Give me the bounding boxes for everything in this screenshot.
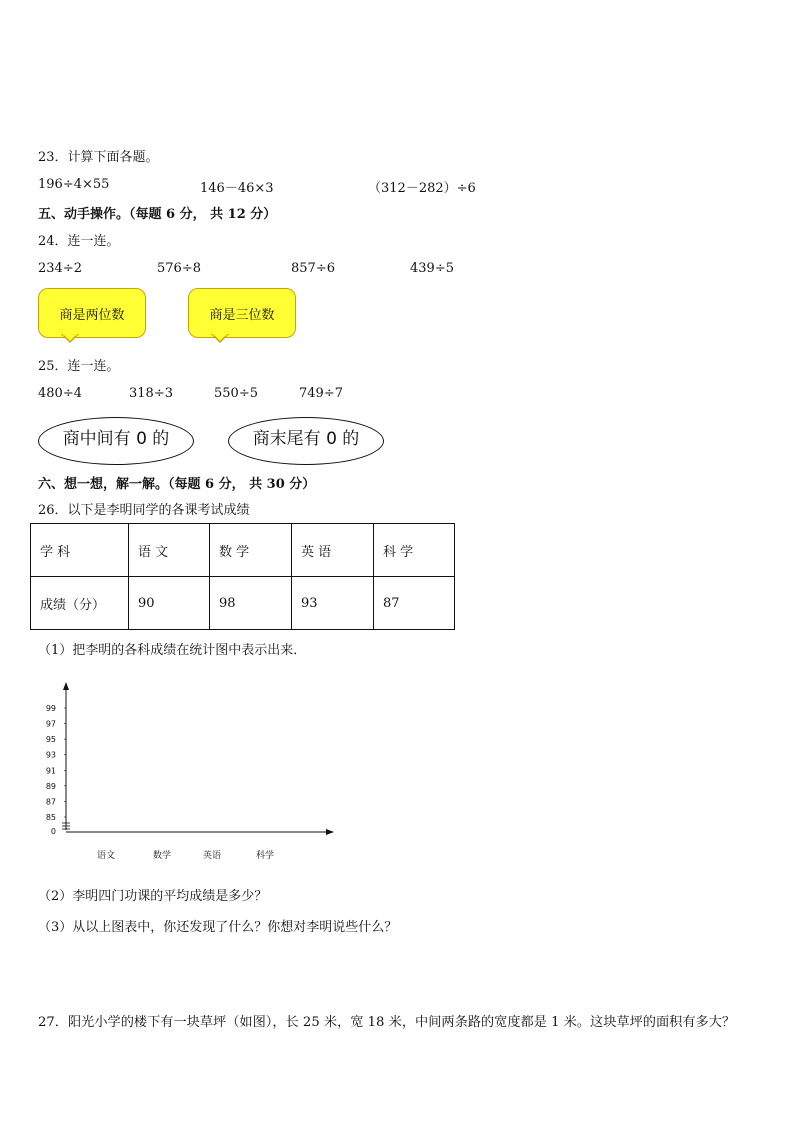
oval-middle-zero — [38, 417, 194, 465]
y-tick-label: 0 — [50, 827, 56, 836]
q24-expr-2: 576÷8 — [157, 261, 201, 276]
callout-three-digit-label: 商是三位数 — [209, 307, 275, 323]
y-tick-label: 85 — [45, 813, 56, 822]
table-cell: 93 — [292, 577, 374, 630]
q25-expr-2: 318÷3 — [129, 386, 173, 401]
table-header-cell: 科 学 — [374, 524, 455, 577]
table-header-cell: 数 学 — [210, 524, 292, 577]
table-cell: 90 — [129, 577, 210, 630]
y-tick-label: 97 — [45, 719, 56, 729]
x-category-label: 语文 — [96, 851, 116, 861]
y-tick-label: 99 — [45, 704, 56, 713]
callout-pointer-1 — [60, 334, 80, 344]
section5-title: 五、动手操作。（每题 6 分， 共 12 分） — [38, 207, 277, 222]
q24-expr-3: 857÷6 — [291, 261, 335, 276]
q24-expr-1: 234÷2 — [38, 261, 82, 276]
q25-expr-1: 480÷4 — [38, 386, 82, 401]
y-tick-label: 87 — [45, 797, 56, 807]
q24-title: 24．连一连。 — [38, 234, 120, 249]
table-row — [31, 524, 455, 577]
callout-pointer-2 — [210, 334, 230, 344]
q27-title: 27．阳光小学的楼下有一块草坪（如图），长 25 米，宽 18 米，中间两条路的宽度都是 1 米。这块草坪的面积有多大？ — [38, 1015, 736, 1030]
section6-title: 六、想一想，解一解。（每题 6 分， 共 30 分） — [38, 477, 316, 492]
y-tick-label: 91 — [45, 766, 56, 776]
oval-middle-zero-label: 商中间有 0 的 — [62, 429, 170, 449]
table-header-cell: 英 语 — [292, 524, 374, 577]
table-cell: 87 — [374, 577, 455, 630]
table-cell: 成绩（分） — [31, 577, 129, 630]
q24-expr-4: 439÷5 — [410, 261, 454, 276]
y-axis-arrow — [63, 682, 69, 690]
x-category-label: 科学 — [255, 851, 275, 861]
q26-sub3: （3）从以上图表中，你还发现了什么？你想对李明说些什么？ — [38, 920, 398, 935]
y-tick-label: 95 — [45, 735, 56, 745]
oval-end-zero — [228, 417, 384, 465]
table-header-cell: 学 科 — [31, 524, 129, 577]
q26-sub2: （2）李明四门功课的平均成绩是多少？ — [38, 889, 268, 904]
callout-two-digit-label: 商是两位数 — [59, 307, 125, 323]
callout-three-digit-quotient — [188, 288, 296, 338]
oval-end-zero-label: 商末尾有 0 的 — [252, 429, 360, 449]
q23-expr-3: （312－282）÷6 — [368, 181, 476, 196]
q23-expr-2: 146－46×3 — [200, 181, 274, 196]
y-tick-label: 93 — [45, 750, 56, 760]
x-category-label: 数学 — [152, 851, 172, 861]
q26-sub1: （1）把李明的各科成绩在统计图中表示出来． — [38, 643, 307, 658]
q25-expr-3: 550÷5 — [214, 386, 258, 401]
y-tick-label: 89 — [45, 781, 56, 791]
q25-title: 25．连一连。 — [38, 359, 120, 374]
q23-expr-1: 196÷4×55 — [38, 177, 110, 192]
callout-two-digit-quotient — [38, 288, 146, 338]
table-cell: 98 — [210, 577, 292, 630]
q23-title: 23．计算下面各题。 — [38, 150, 159, 165]
q26-title: 26．以下是李明同学的各课考试成绩 — [38, 503, 250, 518]
score-chart — [40, 680, 340, 865]
scores-table — [30, 523, 455, 630]
q25-expr-4: 749÷7 — [299, 386, 343, 401]
x-axis-arrow — [326, 829, 334, 835]
table-header-cell: 语 文 — [129, 524, 210, 577]
table-row — [31, 577, 455, 630]
x-category-label: 英语 — [202, 851, 222, 861]
